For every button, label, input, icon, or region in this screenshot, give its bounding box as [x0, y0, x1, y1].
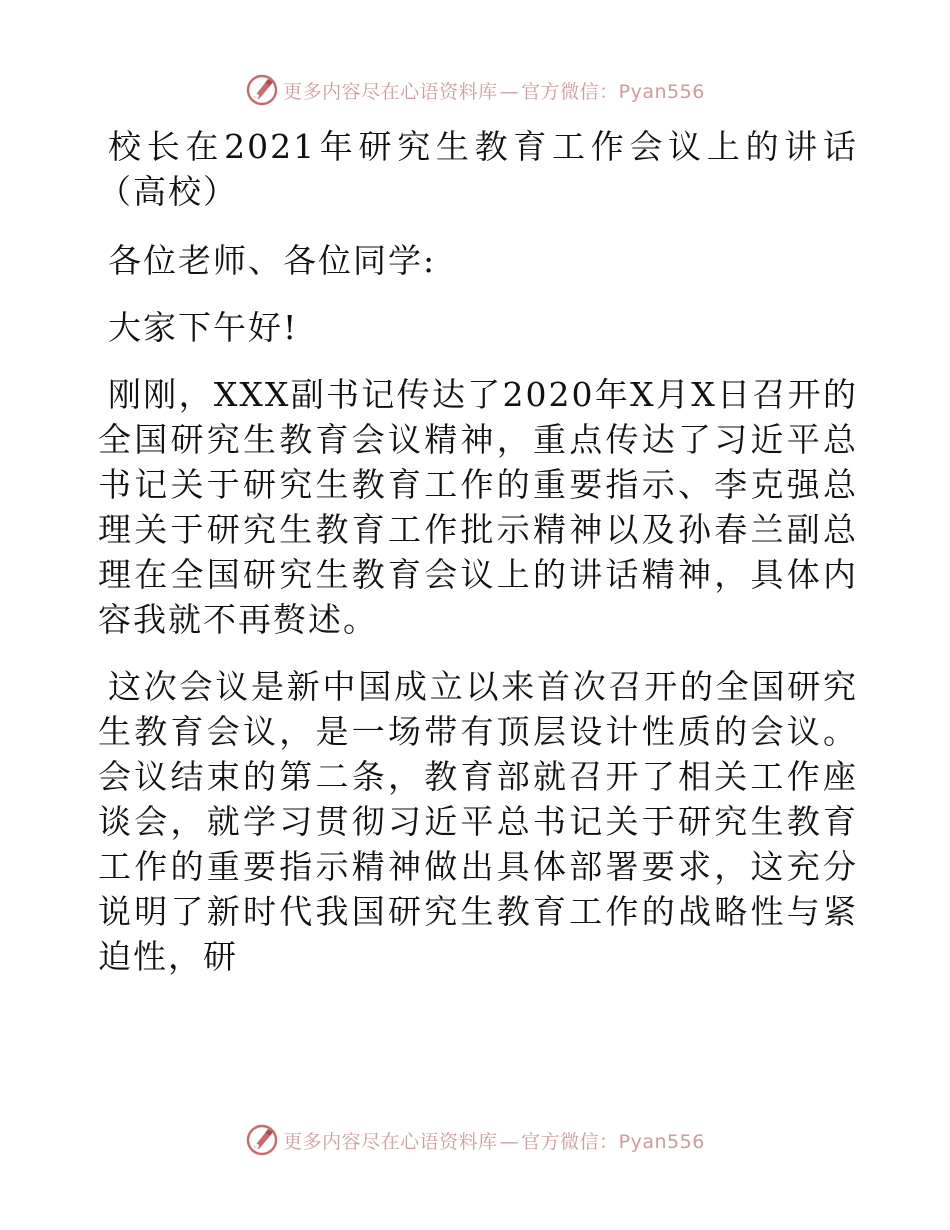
- watermark-banner-top: [0, 70, 950, 110]
- document-body: [98, 124, 858, 1001]
- watermark-logo-icon: [245, 1123, 279, 1157]
- watermark-text: 更多内容尽在心语资料库 — 官方微信：Pyan556: [283, 80, 705, 103]
- document-title: 校长在2021年研究生教育工作会议上的讲话（高校）: [98, 127, 858, 211]
- salutation: 各位老师、各位同学:: [108, 241, 437, 280]
- watermark-text: 更多内容尽在心语资料库 — 官方微信：Pyan556: [283, 1130, 705, 1153]
- paragraph: 刚刚，XXX副书记传达了2020年X月X日召开的全国研究生教育会议精神，重点传达了习近平总书记关于研究生教育工作的重要指示、李克强总理关于研究生教育工作批示精神以及孙春兰副总理在全国研究生教育会议上的讲话精神，具体内容我就不再赘述。: [98, 375, 858, 639]
- watermark-banner-bottom: [0, 1120, 950, 1160]
- greeting: 大家下午好!: [108, 308, 299, 347]
- paragraph: 这次会议是新中国成立以来首次召开的全国研究生教育会议，是一场带有顶层设计性质的会议。会议结束的第二条，教育部就召开了相关工作座谈会，就学习贯彻习近平总书记关于研究生教育工作的重要指示精神做出具体部署要求，这充分说明了新时代我国研究生教育工作的战略性与紧迫性，研: [98, 667, 858, 976]
- watermark-logo-icon: [245, 73, 279, 107]
